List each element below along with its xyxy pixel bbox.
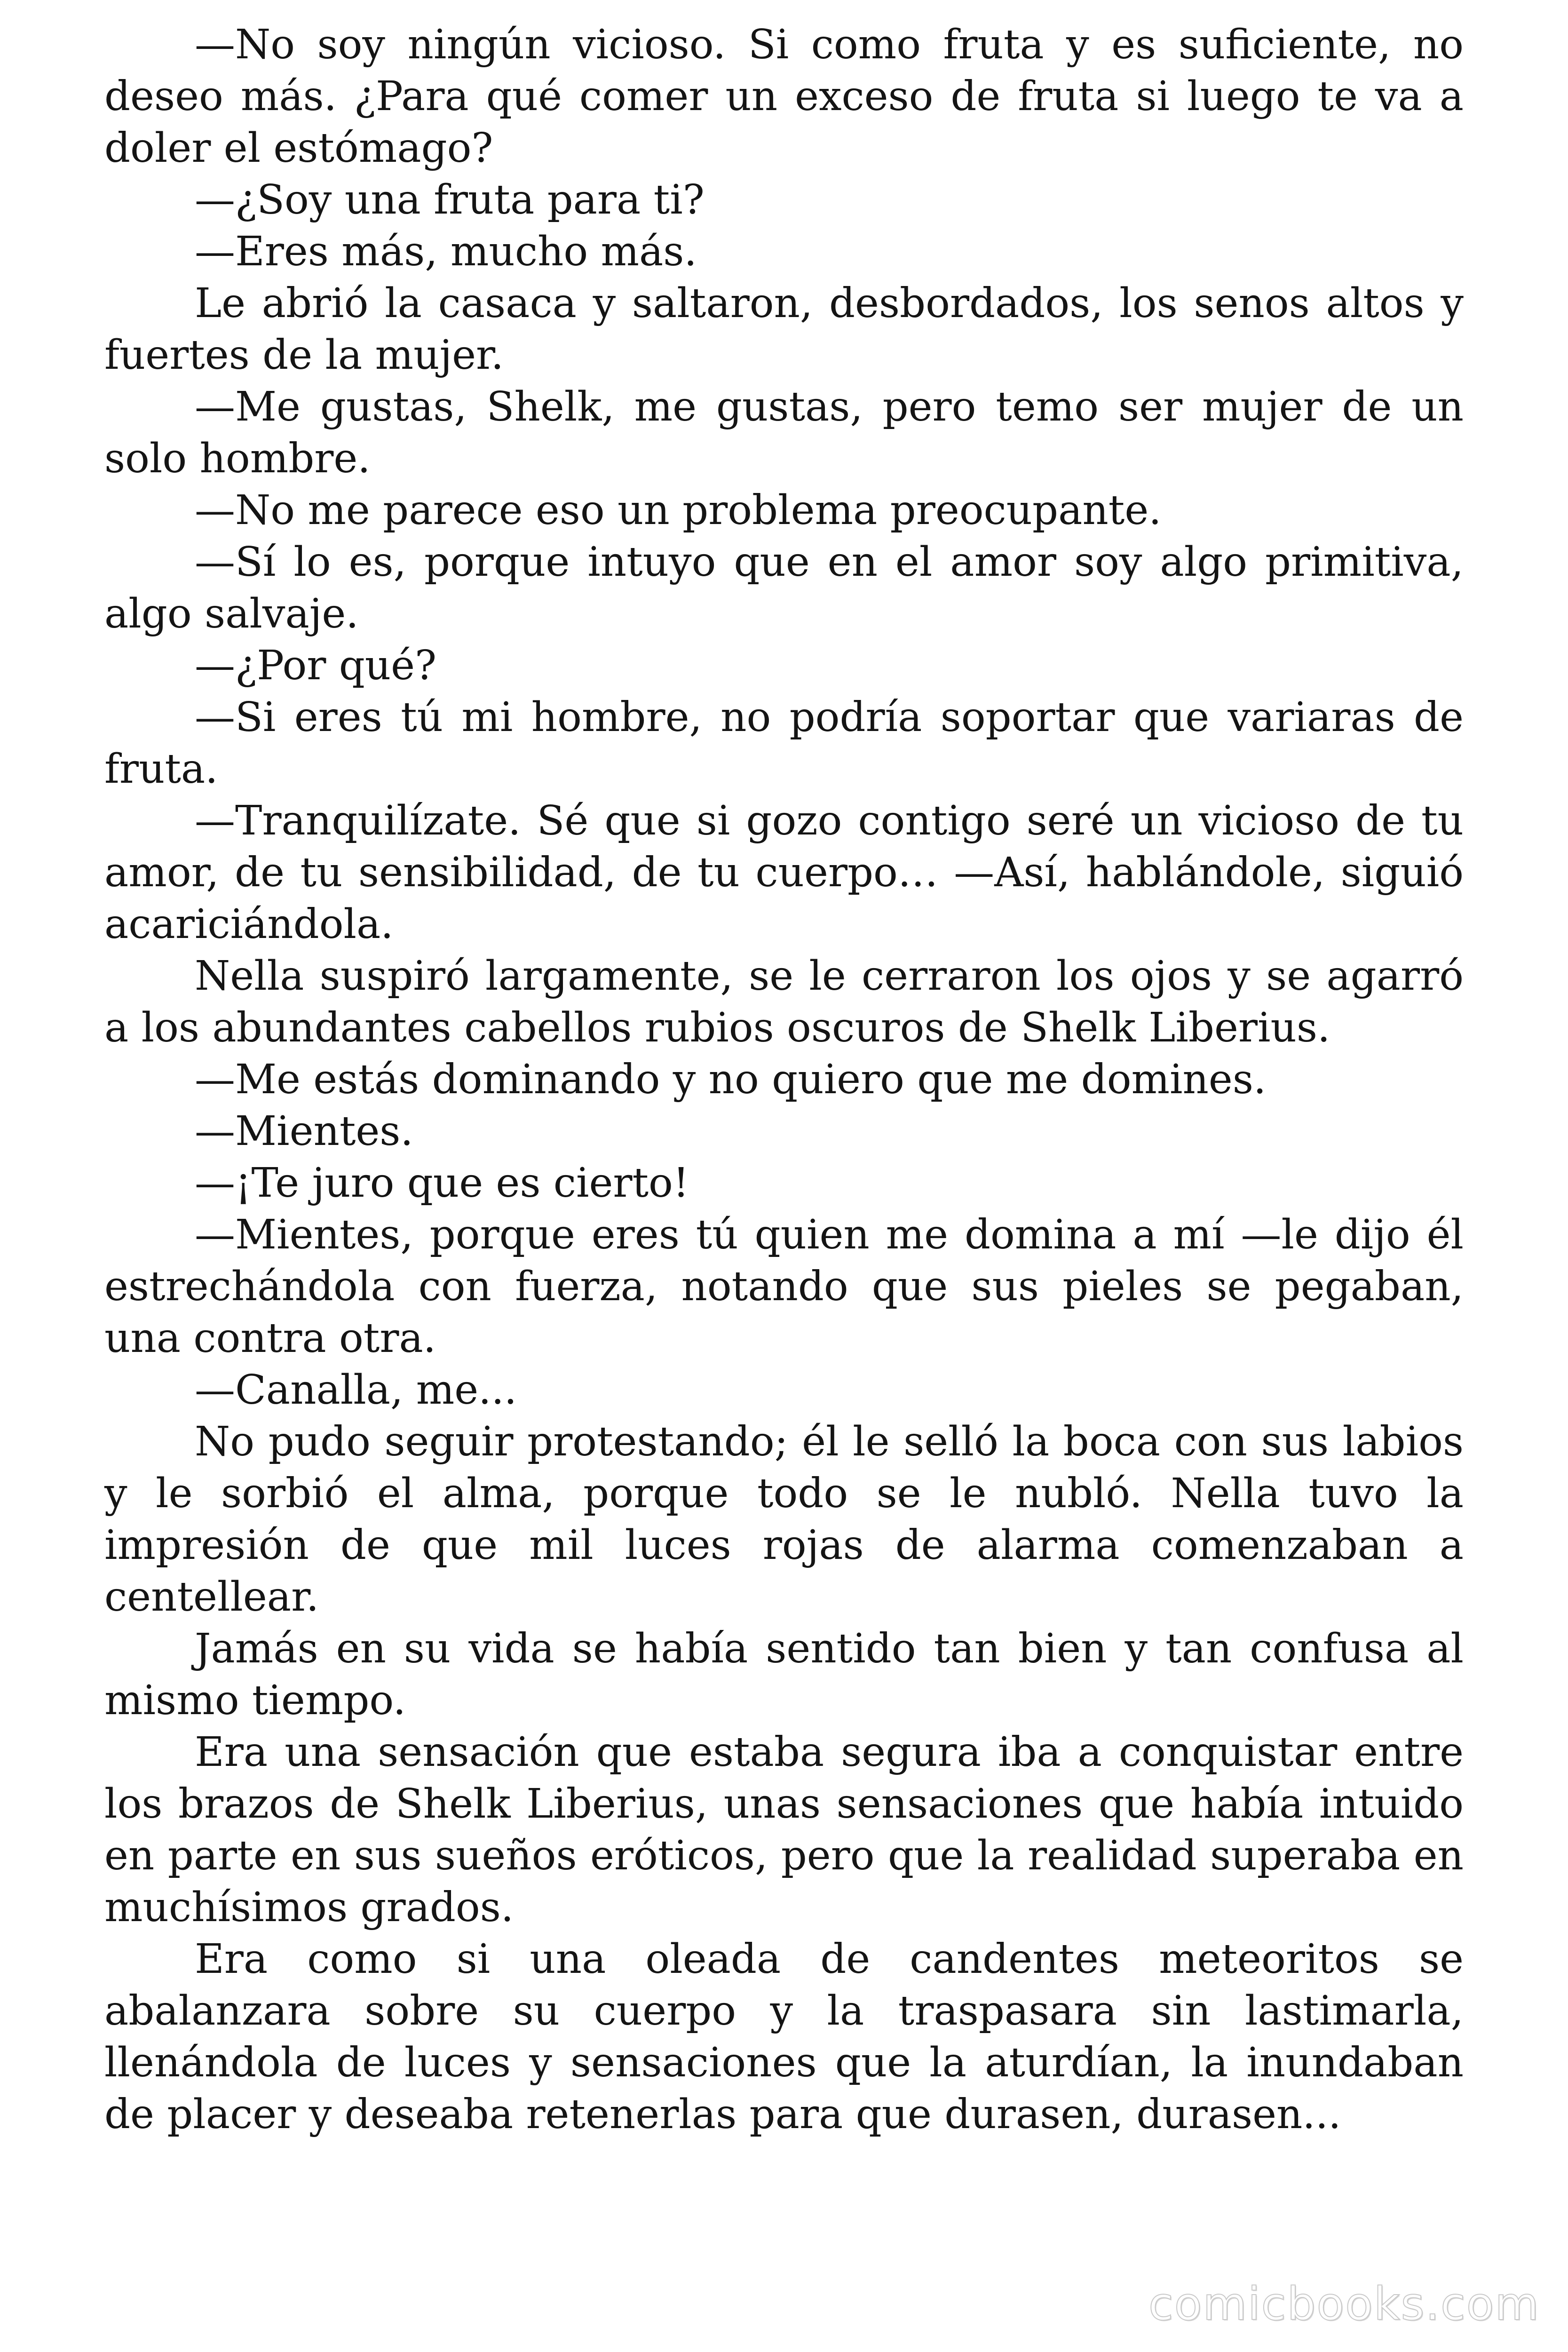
paragraph-16: —Canalla, me... — [195, 1367, 517, 1414]
paragraph-1: —No soy ningún vicioso. Si como fruta y es suficiente, no deseo más. ¿Para qué comer un exceso de fruta si luego te va a doler el estómago? — [104, 21, 1464, 172]
paragraph-3: —Eres más, mucho más. — [195, 228, 697, 275]
paragraph-7: —Sí lo es, porque intuyo que en el amor soy algo primitiva, algo salvaje. — [104, 539, 1464, 637]
paragraph-15: —Mientes, porque eres tú quien me domina a mí —le dijo él estrechándola con fuerza, notando que sus pieles se pegaban, una contra otra. — [104, 1211, 1464, 1362]
paragraph-19: Era una sensación que estaba segura iba a conquistar entre los brazos de Shelk Liberius, unas sensaciones que había intuido en parte en sus sueños eróticos, pero que la realidad superaba en muchísimos grados. — [104, 1729, 1464, 1931]
paragraph-18: Jamás en su vida se había sentido tan bien y tan confusa al mismo tiempo. — [104, 1625, 1464, 1724]
paragraph-10: —Tranquilízate. Sé que si gozo contigo seré un vicioso de tu amor, de tu sensibilidad, de tu cuerpo… —Así, hablándole, siguió acariciándola. — [104, 797, 1464, 948]
paragraph-5: —Me gustas, Shelk, me gustas, pero temo ser mujer de un solo hombre. — [104, 383, 1464, 482]
paragraph-13: —Mientes. — [195, 1108, 413, 1155]
paragraph-12: —Me estás dominando y no quiero que me domines. — [195, 1056, 1267, 1103]
paragraph-20: Era como si una oleada de candentes meteoritos se abalanzara sobre su cuerpo y la traspasara sin lastimarla, llenándola de luces y sensaciones que la aturdían, la inundaban de placer y deseaba retenerlas para que durasen, durasen... — [104, 1936, 1464, 2138]
paragraph-8: —¿Por qué? — [195, 642, 437, 689]
paragraph-6: —No me parece eso un problema preocupante. — [195, 487, 1162, 534]
paragraph-2: —¿Soy una fruta para ti? — [195, 176, 705, 223]
watermark-text: comicbooks.com — [1148, 2278, 1540, 2330]
paragraph-9: —Si eres tú mi hombre, no podría soportar que variaras de fruta. — [104, 694, 1464, 793]
book-page-text — [104, 19, 1464, 2140]
paragraph-4: Le abrió la casaca y saltaron, desbordados, los senos altos y fuertes de la mujer. — [104, 280, 1464, 379]
paragraph-14: —¡Te juro que es cierto! — [195, 1160, 689, 1207]
paragraph-11: Nella suspiró largamente, se le cerraron los ojos y se agarró a los abundantes cabellos rubios oscuros de Shelk Liberius. — [104, 953, 1464, 1051]
paragraph-17: No pudo seguir protestando; él le selló la boca con sus labios y le sorbió el alma, porque todo se le nubló. Nella tuvo la impresión de que mil luces rojas de alarma comenzaban a centellear. — [104, 1418, 1464, 1621]
